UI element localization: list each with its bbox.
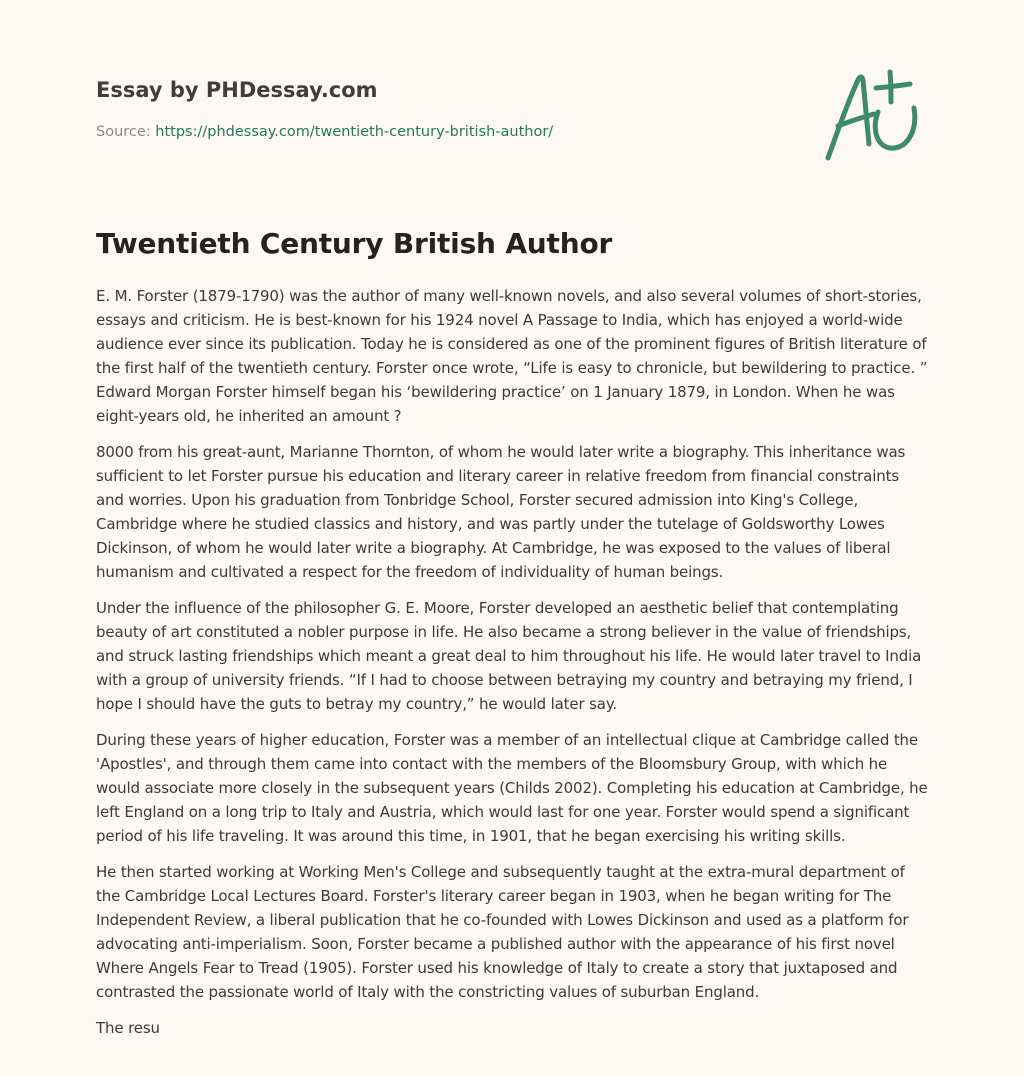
paragraph: The resu: [96, 1019, 160, 1037]
a-plus-grade-icon: [820, 66, 928, 166]
paragraph: He then started working at Working Men's College and subsequently taught at the extra-mural department of the Cambridge Local Lectures Board. Forster's literary career began in 1903, when he began writing for The Independent Review, a liberal publication that he co-founded with Lowes Dickinson and used as a platform for advocating anti-imperialism. Soon, Forster became a published author with the appearance of his first novel Where Angels Fear to Tread (1905). Forster used his knowledge of Italy to create a story that juxtaposed and contrasted the passionate world of Italy with the constricting values of suburban England.: [96, 863, 909, 1001]
source-label: Source:: [96, 124, 156, 140]
paragraph: During these years of higher education, Forster was a member of an intellectual clique at Cambridge called the 'Apostles', and through them came into contact with the members of the Bloomsbury Group, with which he would associate more closely in the subsequent years (Childs 2002). Completing his education at Cambridge, he left England on a long trip to Italy and Austria, which would last for one year. Forster would spend a significant period of his life traveling. It was around this time, in 1901, that he began exercising his writing skills.: [96, 731, 928, 845]
paragraph: E. M. Forster (1879-1790) was the author of many well-known novels, and also several volumes of short-stories, essays and criticism. He is best-known for his 1924 novel A Passage to India, which has enjoyed a world-wide audience ever since its publication. Today he is considered as one of the prominent figures of British literature of the first half of the twentieth century. Forster once wrote, “Life is easy to chronicle, but bewildering to practice. ” Edward Morgan Forster himself began his ‘bewildering practice’ on 1 January 1879, in London. When he was eight-years old, he inherited an amount ?: [96, 287, 928, 425]
source-link[interactable]: https://phdessay.com/twentieth-century-british-author/: [155, 124, 554, 140]
paragraph: Under the influence of the philosopher G. E. Moore, Forster developed an aesthetic belief that contemplating beauty of art constituted a nobler purpose in life. He also became a strong believer in the value of friendships, and struck lasting friendships which meant a great deal to him throughout his life. He would later travel to India with a group of university friends. “If I had to choose between betraying my country and betraying my friend, I hope I should have the guts to betray my country,” he would later say.: [96, 599, 922, 713]
page-header: [96, 76, 796, 142]
article-body: [96, 284, 928, 1052]
article-title: Twentieth Century British Author: [96, 227, 613, 260]
paragraph: 8000 from his great-aunt, Marianne Thornton, of whom he would later write a biography. This inheritance was sufficient to let Forster pursue his education and literary career in relative freedom from financial constraints and worries. Upon his graduation from Tonbridge School, Forster secured admission into King's College, Cambridge where he studied classics and history, and was partly under the tutelage of Goldsworthy Lowes Dickinson, of whom he would later write a biography. At Cambridge, he was exposed to the values of liberal humanism and cultivated a respect for the freedom of individuality of human beings.: [96, 443, 906, 581]
source-line: [96, 122, 796, 142]
brand-title: Essay by PHDessay.com: [96, 78, 378, 102]
